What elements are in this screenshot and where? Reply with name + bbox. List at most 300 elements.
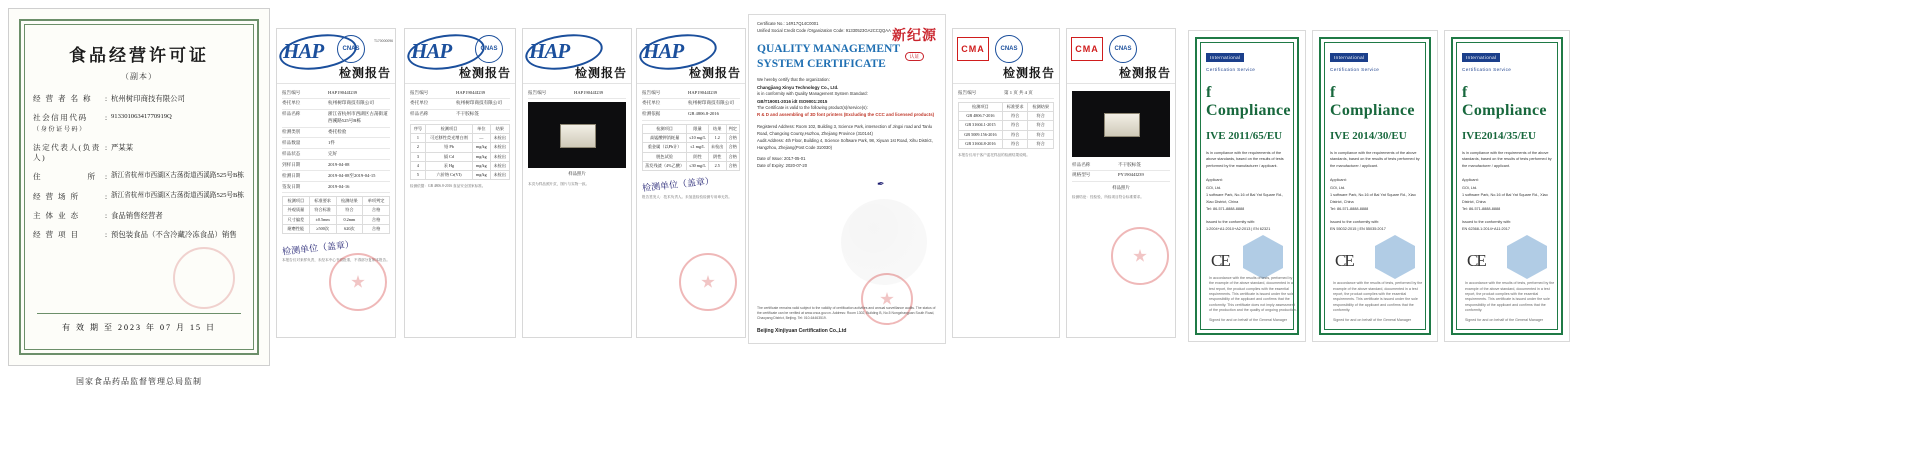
- photo-caption: 样品照片: [568, 170, 586, 176]
- report-footnote: 检测结论：经检验，所检项目符合标准要求。: [1072, 195, 1144, 200]
- cell: ≥500次: [309, 224, 336, 233]
- registered-address-label: Registered Address:: [757, 124, 795, 130]
- report-field: [282, 160, 390, 171]
- qms-body-line-3: is in conformity with Quality Management System Standard:: [757, 90, 868, 96]
- cnas-badge-icon: CNAS: [995, 35, 1023, 63]
- report-field: [282, 149, 390, 160]
- issue-date-value: 2017-05-01: [784, 156, 806, 162]
- cma-badge-icon: CMA: [1071, 37, 1103, 61]
- license-field-label: 住 所: [33, 172, 97, 182]
- license-field-label: [33, 113, 105, 134]
- ce-mark-icon: CE: [1211, 251, 1229, 270]
- cell: 未检出: [490, 133, 509, 142]
- eu-applicant-label: Applicant:: [1462, 178, 1479, 183]
- column-header: 检测项目: [425, 124, 472, 133]
- cell: 符合: [1028, 121, 1054, 130]
- column-header: 检测结果: [1028, 102, 1054, 111]
- eu-signature-line: Signed for and on behalf of the General Manager: [1465, 317, 1544, 322]
- field-value: HAP19044I239: [574, 89, 604, 95]
- table-row: [643, 161, 740, 170]
- sample-photo-subject: [560, 124, 596, 148]
- report-field: [282, 110, 390, 128]
- field-colon: :: [105, 142, 108, 152]
- cell: ≤30 mg/L: [687, 161, 709, 170]
- license-field-label: 经 营 场 所: [33, 191, 80, 201]
- eu-applicant: GOi, Ltd.: [1462, 185, 1478, 190]
- cma-badge-icon: CMA: [957, 37, 989, 61]
- eu-footer: [1333, 281, 1429, 323]
- report-field: [1072, 160, 1170, 171]
- report-seal: [679, 253, 737, 311]
- cell: 合格: [726, 161, 739, 170]
- cell: 合格: [363, 224, 390, 233]
- table-row: [411, 161, 510, 170]
- cell: ≤1 mg/L: [687, 143, 709, 152]
- qms-standard: GB/T19001-2016 idt ISO9001:2015: [757, 98, 828, 104]
- field-colon: :: [105, 210, 108, 220]
- table-row: [643, 143, 740, 152]
- cell: 阴性: [687, 152, 709, 161]
- cell: 620次: [336, 224, 363, 233]
- license-field-row: [33, 94, 245, 104]
- field-key: 检测依据: [642, 111, 661, 117]
- column-header: 结果: [708, 124, 726, 133]
- audit-address-line: [757, 138, 937, 151]
- column-header: 检测项目: [959, 102, 1003, 111]
- cell: 耐磨性能: [283, 224, 310, 233]
- eu-body: Is in compliance with the requirements of the above standards, based on the results of tests performed by the manufacturer / applicant.: [1462, 151, 1552, 168]
- eu-signature-line: Signed for and on behalf of the General Manager: [1333, 317, 1412, 322]
- table-row: [411, 143, 510, 152]
- field-value: 2019-04-16: [328, 183, 350, 189]
- eu-compliance-certificate-3[interactable]: [1444, 30, 1570, 342]
- eu-applicant-label: Applicant:: [1330, 178, 1347, 183]
- report-header: [953, 29, 1059, 84]
- eu-body: Is in compliance with the requirements of the above standards, based on the results of tests performed by the manufacturer / applicant.: [1206, 151, 1284, 168]
- qms-body-line-5: The Certificate is valid to the following product(s)/service(s):: [757, 104, 868, 110]
- table-row: [283, 224, 390, 233]
- audit-address-label: Audit Address:: [757, 137, 785, 143]
- report-field: [642, 99, 740, 110]
- hap-logo: HAP: [283, 39, 324, 63]
- eu-standard: IVE 2014/30/EU: [1330, 130, 1407, 142]
- field-key: 报告编号: [410, 89, 429, 95]
- license-field-value: 杭州树印商技有限公司: [111, 94, 185, 103]
- qms-scope: R & D and assembling of 3D font printers (Excluding the CCC and licensed products): [757, 112, 935, 118]
- cell: 镉 Cd: [425, 152, 472, 161]
- field-key: 到样日期: [282, 161, 301, 167]
- field-value: PY19044I239: [1118, 172, 1144, 178]
- license-field-value: 严某某: [111, 142, 134, 152]
- test-report-3[interactable]: [522, 28, 632, 338]
- hap-logo: HAP: [411, 39, 452, 63]
- eu-issue-label: Issued to the conformity with:: [1462, 219, 1512, 224]
- column-header: 检测结果: [336, 196, 363, 205]
- cell: mg/kg: [473, 161, 490, 170]
- eu-title: f Compliance: [1462, 84, 1547, 119]
- eu-compliance-certificate-2[interactable]: [1312, 30, 1438, 342]
- cell: 5: [411, 171, 426, 180]
- eu-border: [1319, 37, 1431, 335]
- qms-company-name: Changjiang Xinyu Technology Co., Ltd.: [757, 84, 839, 90]
- eu-hologram-icon: [1375, 235, 1415, 279]
- cell: 1: [411, 133, 426, 142]
- column-header: 检测项目: [643, 124, 687, 133]
- field-key: 委托单位: [642, 100, 661, 106]
- report-field: [282, 99, 390, 110]
- eu-applicant-label: Applicant:: [1206, 178, 1223, 183]
- report-header: [523, 29, 631, 84]
- report-signature: 检测单位（盖章）: [281, 239, 355, 257]
- column-header: 判定: [726, 124, 739, 133]
- report-header: [1067, 29, 1175, 84]
- report-seal: [1111, 227, 1169, 285]
- eu-signature-line: Signed for and on behalf of the General Manager: [1209, 317, 1288, 322]
- issue-date-label: Date of Issue:: [757, 156, 783, 162]
- report-results-table: [282, 196, 390, 234]
- certificate-number-label: Certificate No.:: [757, 21, 785, 26]
- expiry-date-label: Date of Expiry:: [757, 163, 785, 169]
- eu-hologram-icon: [1507, 235, 1547, 279]
- license-subtitle: （副本）: [121, 72, 157, 81]
- field-value: 委托检验: [328, 129, 347, 135]
- field-value: 2019-04-08至2019-04-15: [328, 172, 376, 178]
- qms-title: QUALITY MANAGEMENT SYSTEM CERTIFICATE: [757, 43, 900, 70]
- report-field: [282, 138, 390, 149]
- registered-address-value: Room 102, Building 3, Science Park, intersection of Jingxi road and Tanlu Road, Changxing County,Huzhou, Zhejiang Province (310144): [757, 124, 932, 137]
- license-field-label-sub: （身份证号码）: [33, 125, 87, 133]
- field-colon: :: [105, 172, 108, 182]
- report-header: [405, 29, 515, 84]
- cell: 未检出: [708, 143, 726, 152]
- test-report-1[interactable]: [276, 28, 396, 338]
- license-fields: [33, 94, 245, 240]
- certifier-brand: [892, 25, 937, 63]
- eu-footnote: In accordance with the results of tests, performed by the example of the above standard, documented in a test report, the product complies with the essential requirements. This certificate is issued under the sole responsibility of the applicant and confirms that the conformity.: [1333, 281, 1423, 313]
- field-key: 检测类别: [282, 129, 301, 135]
- field-value: 浙江省杭州市西湖区古荡街道西溪路525号B栋: [328, 111, 388, 124]
- license-field-label: 经 营 者 名 称: [33, 94, 93, 103]
- eu-footer: [1209, 276, 1297, 323]
- cnas-badge-icon: CNAS: [337, 35, 365, 63]
- field-key: 报告编号: [528, 89, 547, 95]
- qms-body-line-1: We hereby certify that the organization:: [757, 77, 830, 83]
- license-field-row: [33, 230, 245, 240]
- license-field-value: 预包装食品（不含冷藏冷冻食品）销售: [111, 230, 237, 240]
- cell: ≤10 mg/L: [687, 133, 709, 142]
- eu-compliance-certificate-1[interactable]: [1188, 30, 1306, 342]
- report-title: 检测报告: [688, 66, 741, 80]
- quality-management-certificate[interactable]: [748, 14, 946, 344]
- cell: 高锰酸钾消耗量: [643, 133, 687, 142]
- eu-border: [1195, 37, 1299, 335]
- license-border-outer: [19, 19, 259, 355]
- eu-address: 1 software Park, No.16 of Bai Yat Square Rd., Xiao District, China: [1330, 193, 1416, 204]
- cell: 未检出: [490, 161, 509, 170]
- expiry-date-line: [757, 163, 937, 170]
- license-validity: 有 效 期 至 2023 年 07 月 15 日: [37, 313, 241, 333]
- report-field: [410, 99, 510, 110]
- report-field: [410, 110, 510, 121]
- report-field: [282, 171, 390, 182]
- license-field-row: [33, 192, 245, 202]
- cell: 汞 Hg: [425, 161, 472, 170]
- report-results-table: [958, 102, 1054, 149]
- report-field: [1072, 171, 1170, 182]
- cell: —: [473, 133, 490, 142]
- report-header: [277, 29, 395, 84]
- cell: 外观质量: [283, 206, 310, 215]
- ce-mark-icon: CE: [1335, 251, 1353, 270]
- certificate-number-value: 14R17Q14C0001: [785, 21, 819, 26]
- eu-applicant: GOi, Ltd.: [1330, 185, 1346, 190]
- field-value: GB 4806.8-2016: [688, 111, 719, 117]
- table-header-row: [959, 102, 1054, 111]
- column-header: 单项判定: [363, 196, 390, 205]
- field-value: 不干胶标签: [456, 111, 479, 117]
- field-value: 第 1 页 共 4 页: [1004, 89, 1033, 95]
- report-body: [277, 84, 395, 267]
- registered-address-line: [757, 124, 937, 137]
- credit-code-label: Unified Social Credit Code /Organization Code:: [757, 27, 845, 33]
- report-body: [405, 84, 515, 194]
- badge-code: T170000096: [373, 39, 393, 43]
- license-border-inner: [24, 24, 254, 350]
- food-business-license[interactable]: [8, 8, 270, 386]
- cell: 3: [411, 152, 426, 161]
- field-value: 杭州树印商技有限公司: [328, 100, 374, 106]
- report-title: 检测报告: [1118, 66, 1171, 80]
- field-key: 样品名称: [410, 111, 429, 117]
- report-signature: 检测单位（盖章）: [641, 175, 715, 194]
- table-row: [959, 112, 1054, 121]
- cell: 未检出: [490, 143, 509, 152]
- report-field: [282, 128, 390, 139]
- field-key: 报告编号: [642, 89, 661, 95]
- license-seal: [173, 247, 235, 309]
- audit-address-value: 4th Floor, Building 4, Science Software Park, 98, Xiyuan 1st Road, Xihu District, Hangzhou, Zhejiang(Post Code 310030): [757, 137, 933, 150]
- cell: 符合: [1002, 121, 1028, 130]
- cell: 符合标准: [309, 206, 336, 215]
- cell: mg/kg: [473, 171, 490, 180]
- expiry-date-value: 2020-07-20: [785, 163, 808, 169]
- cell: 合格: [363, 215, 390, 224]
- license-title: 食品经营许可证: [69, 46, 209, 65]
- cell: 合格: [726, 143, 739, 152]
- hap-logo: HAP: [529, 39, 570, 63]
- report-body: [1067, 84, 1175, 205]
- cell: GB 31604.8-2016: [959, 140, 1003, 149]
- certifier-brand-name: 新纪源: [892, 29, 937, 44]
- cell: 符合: [1028, 130, 1054, 139]
- field-key: 样品数量: [282, 139, 301, 145]
- field-colon: :: [105, 191, 108, 201]
- field-value: HAP19044I239: [328, 89, 358, 95]
- cell: ±0.5mm: [309, 215, 336, 224]
- eu-tel: Tel: 86-571-8888-8888: [1206, 207, 1245, 212]
- table-row: [643, 133, 740, 142]
- credit-code-value: 91330523GA2CCQQAA: [845, 27, 891, 33]
- field-value: 杭州树印商技有限公司: [456, 100, 502, 106]
- cell: 重金属（以Pb计）: [643, 143, 687, 152]
- eu-tel: Tel: 86-571-8888-8888: [1462, 207, 1501, 212]
- ce-mark-icon: CE: [1467, 251, 1485, 270]
- cell: 符合: [1002, 112, 1028, 121]
- cell: 尺寸偏差: [283, 215, 310, 224]
- eu-brand-sub: Certification Service: [1206, 67, 1256, 72]
- report-body: [637, 84, 745, 204]
- cell: 符合: [1028, 112, 1054, 121]
- report-title: 检测报告: [338, 66, 391, 80]
- field-key: 委托单位: [410, 100, 429, 106]
- column-header: 单位: [473, 124, 490, 133]
- table-row: [283, 215, 390, 224]
- license-field-row: [33, 172, 245, 182]
- field-colon: :: [105, 230, 108, 240]
- eu-address: 1 software Park, No.16 of Bai Yat Square Rd., Xiao District, China: [1206, 193, 1284, 204]
- eu-title: f Compliance: [1330, 84, 1415, 119]
- cell: mg/kg: [473, 143, 490, 152]
- report-footnote: 本页为样品照片页，图片与实物一致。: [528, 181, 590, 186]
- field-key: 检测日期: [282, 172, 301, 178]
- report-footnote: 检测依据：GB 4806.8-2016 食品安全国家标准。: [410, 184, 486, 189]
- cell: 蒸发残渣（4%乙酸）: [643, 161, 687, 170]
- cell: 铅 Pb: [425, 143, 472, 152]
- cell: 未检出: [490, 171, 509, 180]
- report-footnote: 报告签发人：技术负责人。未加盖检验检测专用章无效。: [642, 194, 732, 199]
- cell: 符合: [336, 206, 363, 215]
- license-field-label-main: 社会信用代码: [33, 113, 88, 123]
- field-key: 样品名称: [282, 111, 301, 117]
- eu-brand-sub: Certification Service: [1330, 67, 1380, 72]
- license-field-label: 经 营 项 目: [33, 230, 80, 240]
- cell: 未检出: [490, 152, 509, 161]
- qms-footer: [757, 306, 937, 335]
- cell: 1.2: [708, 133, 726, 142]
- cell: 合格: [363, 206, 390, 215]
- cell: GB 31604.1-2015: [959, 121, 1003, 130]
- photo-caption: 样品照片: [1112, 184, 1130, 190]
- report-title: 检测报告: [1002, 66, 1055, 80]
- eu-address: 1 software Park, No.16 of Bai Yat Square Rd., Xiao District, China: [1462, 193, 1548, 204]
- cell: 2.5: [708, 161, 726, 170]
- license-field-row: [33, 211, 245, 221]
- report-field: [282, 88, 390, 99]
- field-value: 杭州树印商技有限公司: [688, 100, 734, 106]
- report-body: [523, 84, 631, 191]
- license-field-label: 法定代表人(负责人): [33, 142, 101, 163]
- table-row: [283, 206, 390, 215]
- sample-photo-subject: [1104, 113, 1140, 137]
- eu-issue-label: Issued to the conformity with:: [1206, 219, 1256, 224]
- field-key: 委托单位: [282, 100, 301, 106]
- field-value: 1件: [328, 139, 335, 145]
- eu-standard: IVE 2011/65/EU: [1206, 130, 1283, 142]
- cell: 2: [411, 143, 426, 152]
- eu-title: f Compliance: [1206, 84, 1291, 119]
- report-field: [958, 88, 1054, 99]
- report-field: [642, 88, 740, 99]
- cell: 阴性: [708, 152, 726, 161]
- test-report-6[interactable]: [1066, 28, 1176, 338]
- eu-brand-bar: International: [1330, 53, 1368, 62]
- license-field-row: [33, 113, 245, 134]
- report-footnote: 本报告仅用于客户委托样品的检测结果说明。: [958, 153, 1030, 158]
- report-header: [637, 29, 745, 84]
- cell: 符合: [1002, 130, 1028, 139]
- table-row: [959, 130, 1054, 139]
- cell: 六价铬 Cr(VI): [425, 171, 472, 180]
- field-value: HAP19044I239: [456, 89, 486, 95]
- table-header-row: [643, 124, 740, 133]
- report-footnote: 本报告仅对来样负责，未经本中心书面批准，不得部分复制本报告。: [282, 257, 390, 262]
- cnas-badge-icon: CNAS: [1109, 35, 1137, 63]
- license-field-value: 食品销售经营者: [111, 210, 163, 220]
- column-header: 序号: [411, 124, 426, 133]
- field-key: 报告编号: [958, 89, 977, 95]
- field-key: 签发日期: [282, 183, 301, 189]
- column-header: 标准要求: [309, 196, 336, 205]
- field-value: 不干胶标签: [1118, 161, 1141, 167]
- eu-applicant: GOi, Ltd.: [1206, 185, 1222, 190]
- test-report-5[interactable]: [952, 28, 1060, 338]
- column-header: 标准要求: [1002, 102, 1028, 111]
- cell: 可迁移性荧光增白剂: [425, 133, 472, 142]
- field-key: 样品名称: [1072, 161, 1091, 167]
- table-row: [411, 152, 510, 161]
- eu-brand-sub: Certification Service: [1462, 67, 1512, 72]
- report-field: [282, 182, 390, 193]
- column-header: 结果: [490, 124, 509, 133]
- field-value: HAP19044I239: [688, 89, 718, 95]
- report-field: [410, 88, 510, 99]
- table-row: [959, 140, 1054, 149]
- cell: 脱色试验: [643, 152, 687, 161]
- license-field-value: 浙江省杭州市西湖区古荡街道西溪路525号B栋: [111, 191, 244, 199]
- report-results-table: [410, 124, 510, 181]
- sample-photo: [528, 102, 626, 168]
- report-results-table: [642, 124, 740, 171]
- license-field-label: 主 体 业 态: [33, 210, 80, 220]
- cell: 符合: [1002, 140, 1028, 149]
- cell: 合格: [726, 133, 739, 142]
- field-colon: :: [105, 94, 108, 103]
- report-field: [642, 110, 740, 121]
- test-report-4[interactable]: [636, 28, 746, 338]
- license-field-value: 浙江省杭州市西湖区古荡街道西溪路525号B栋: [111, 172, 244, 180]
- table-row: [411, 171, 510, 180]
- field-key: 规格型号: [1072, 172, 1091, 178]
- license-field-row: [33, 143, 245, 164]
- eu-border: [1451, 37, 1563, 335]
- qms-issuer: Beijing Xinjiyuan Certification Co.,Ltd: [757, 327, 847, 334]
- eu-footnote: In accordance with the results of tests, performed by the example of the above standard, documented in a test report, the product complies with the essential requirements. This certificate is issued under the sole responsibility of the applicant and confirms that the conformity.: [1465, 281, 1555, 313]
- table-row: [411, 133, 510, 142]
- report-seal: [329, 253, 387, 311]
- test-report-2[interactable]: [404, 28, 516, 338]
- issue-date-line: [757, 156, 937, 163]
- cell: GB 4806.7-2016: [959, 112, 1003, 121]
- cell: 4: [411, 161, 426, 170]
- cell: 符合: [1028, 140, 1054, 149]
- column-header: 限量: [687, 124, 709, 133]
- eu-standard: IVE2014/35/EU: [1462, 130, 1536, 142]
- hap-logo: HAP: [643, 39, 684, 63]
- report-body: [953, 84, 1059, 163]
- cell: GB 5009.156-2016: [959, 130, 1003, 139]
- field-colon: :: [105, 113, 108, 123]
- sample-photo: [1072, 91, 1170, 157]
